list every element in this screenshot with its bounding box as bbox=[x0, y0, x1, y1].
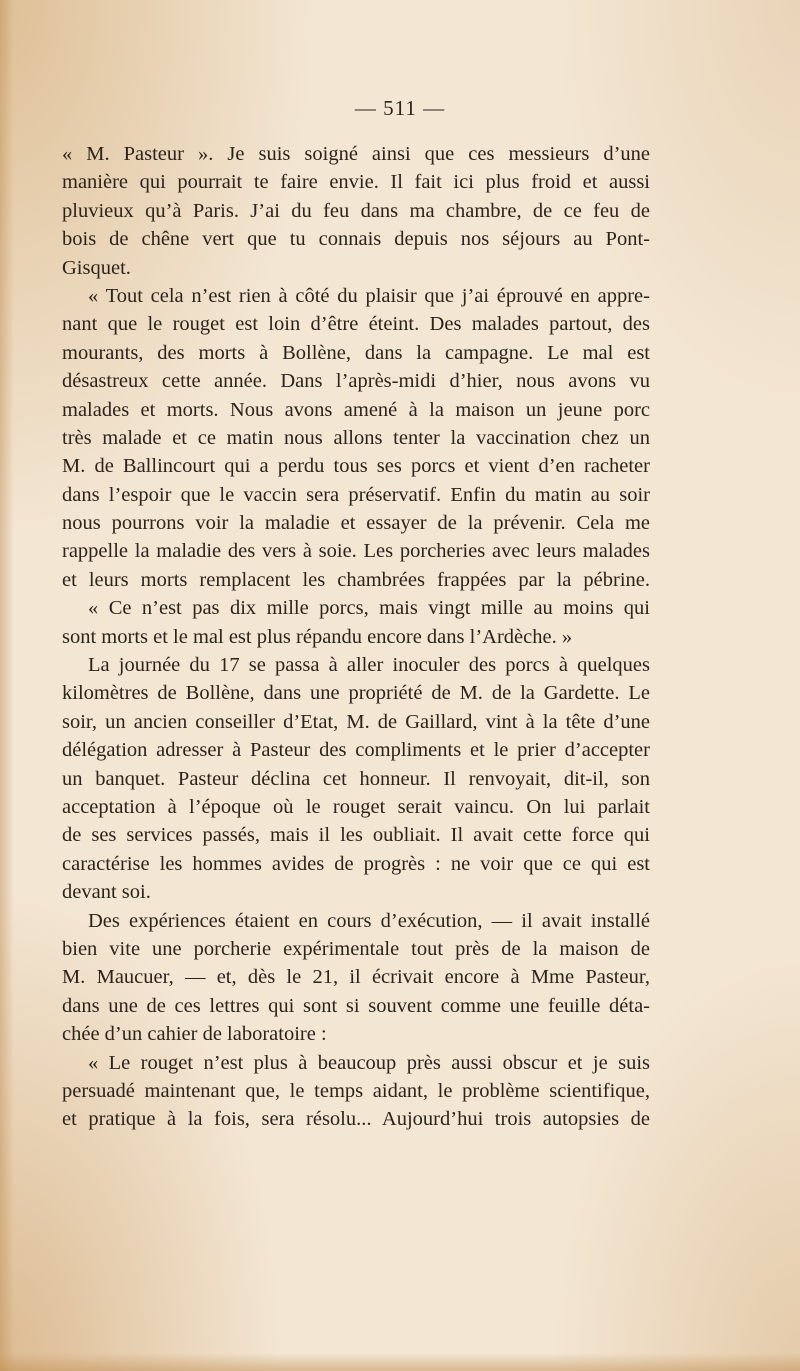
text-line: « Le rouget n’est plus à beaucoup près aussi obscur et je suis bbox=[88, 1051, 650, 1074]
text-line: caractérise les hommes avides de progrès : ne voir que ce qui est bbox=[62, 852, 650, 875]
text-line: et leurs morts remplacent les chambrées frappées par la pébrine. bbox=[62, 568, 650, 591]
text-line: désastreux cette année. Dans l’après-midi d’hier, nous avons vu bbox=[62, 370, 650, 393]
page-bottom-stain bbox=[0, 1353, 800, 1371]
text-line: rappelle la maladie des vers à soie. Les porcheries avec leurs malades bbox=[62, 540, 650, 563]
text-line: persuadé maintenant que, le temps aidant, le problème scientifique, bbox=[62, 1079, 650, 1102]
text-line: délégation adresser à Pasteur des compliments et le prier d’accepter bbox=[62, 739, 650, 762]
text-line: très malade et ce matin nous allons tenter la vaccination chez un bbox=[62, 426, 650, 449]
text-line: et pratique à la fois, sera résolu... Aujourd’hui trois autopsies de bbox=[62, 1108, 650, 1131]
text-line: soir, un ancien conseiller d’Etat, M. de Gaillard, vint à la tête d’une bbox=[62, 710, 650, 733]
text-line: pluvieux qu’à Paris. J’ai du feu dans ma chambre, de ce feu de bbox=[62, 199, 650, 222]
text-line: manière qui pourrait te faire envie. Il fait ici plus froid et aussi bbox=[62, 171, 650, 194]
text-line: mourants, des morts à Bollène, dans la campagne. Le mal est bbox=[62, 341, 650, 364]
text-line: dans une de ces lettres qui sont si souvent comme une feuille déta- bbox=[62, 994, 650, 1017]
body-text bbox=[62, 140, 650, 1134]
text-line: sont morts et le mal est plus répandu encore dans l’Ardèche. » bbox=[62, 625, 573, 648]
text-line: nous pourrons voir la maladie et essayer de la prévenir. Cela me bbox=[62, 512, 650, 535]
text-line: M. de Ballincourt qui a perdu tous ses porcs et vient d’en racheter bbox=[62, 455, 650, 478]
text-line: Des expériences étaient en cours d’exécution, — il avait installé bbox=[88, 909, 650, 932]
page-edge-stain bbox=[0, 0, 14, 1371]
text-line: La journée du 17 se passa à aller inoculer des porcs à quelques bbox=[88, 654, 650, 677]
text-line: bois de chêne vert que tu connais depuis nos séjours au Pont- bbox=[62, 228, 650, 251]
text-line: dans l’espoir que le vaccin sera préservatif. Enfin du matin au soir bbox=[62, 483, 650, 506]
text-line: « M. Pasteur ». Je suis soigné ainsi que ces messieurs d’une bbox=[62, 143, 650, 165]
text-line: nant que le rouget est loin d’être éteint. Des malades partout, des bbox=[62, 313, 650, 336]
text-line: devant soi. bbox=[62, 881, 151, 904]
text-line: acceptation à l’époque où le rouget serait vaincu. On lui parlait bbox=[62, 795, 650, 818]
text-line: Gisquet. bbox=[62, 256, 131, 279]
page-number: — 511 — bbox=[354, 96, 446, 120]
text-line: malades et morts. Nous avons amené à la maison un jeune porc bbox=[62, 398, 650, 421]
text-line: bien vite une porcherie expérimentale tout près de la maison de bbox=[62, 937, 650, 960]
text-line: chée d’un cahier de laboratoire : bbox=[62, 1023, 327, 1046]
text-line: un banquet. Pasteur déclina cet honneur. Il renvoyait, dit-il, son bbox=[62, 767, 650, 790]
text-line: de ses services passés, mais il les oubliait. Il avait cette force qui bbox=[62, 824, 650, 847]
text-line: M. Maucuer, — et, dès le 21, il écrivait encore à Mme Pasteur, bbox=[62, 966, 650, 989]
text-line: kilomètres de Bollène, dans une propriété de M. de la Gardette. Le bbox=[62, 682, 650, 705]
text-line: « Tout cela n’est rien à côté du plaisir que j’ai éprouvé en appre- bbox=[88, 284, 650, 307]
text-line: « Ce n’est pas dix mille porcs, mais vingt mille au moins qui bbox=[88, 597, 650, 620]
